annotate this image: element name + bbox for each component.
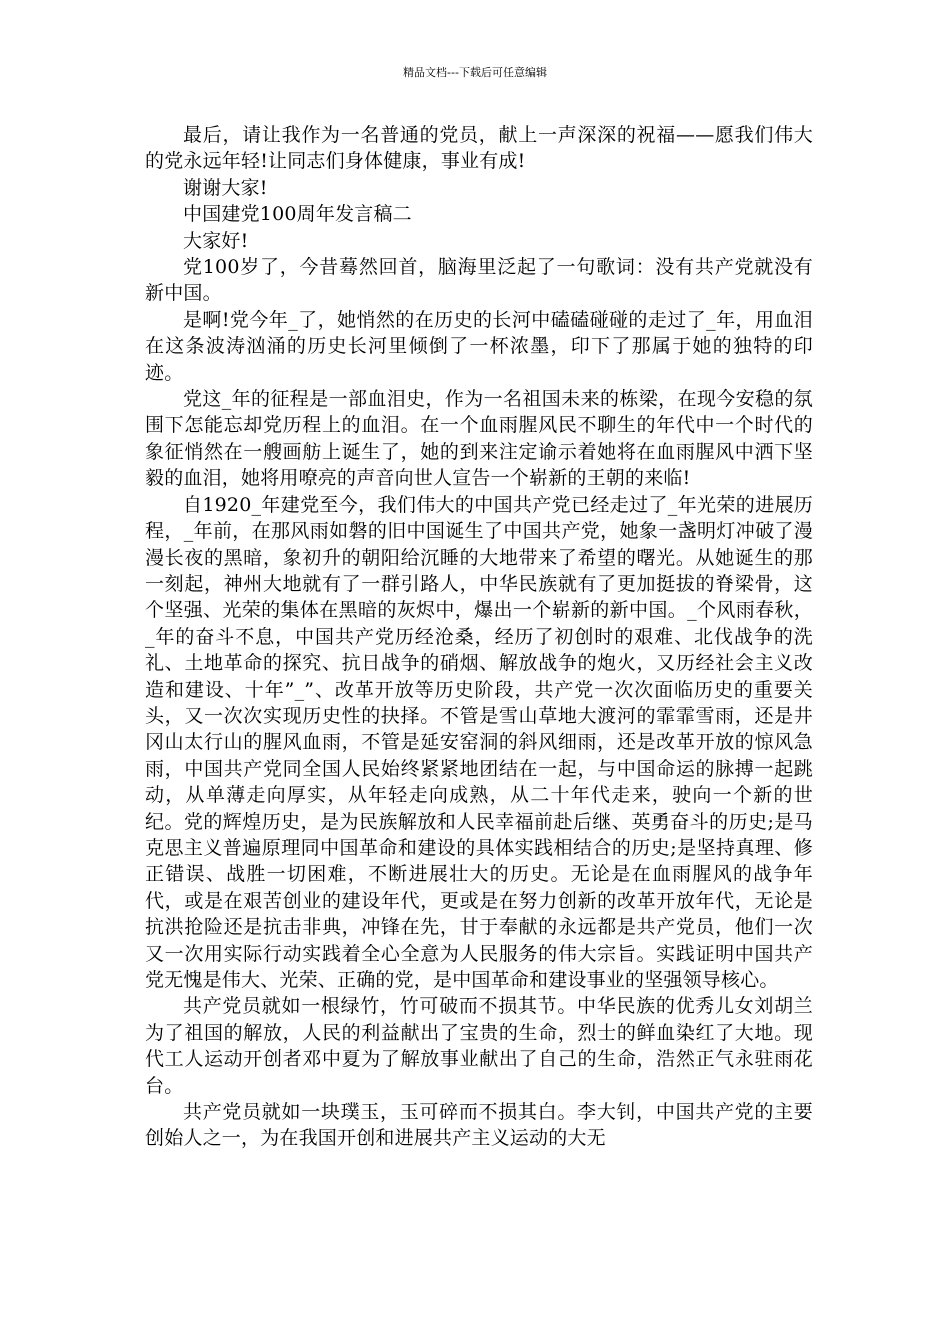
paragraph: 最后，请让我作为一名普通的党员，献上一声深深的祝福——愿我们伟大的党永远年轻!让同志们身体健康，事业有成! <box>145 124 813 173</box>
paragraph-heading: 中国建党100周年发言稿二 <box>183 203 412 226</box>
paragraph: 是啊!党今年_了，她悄然的在历史的长河中磕磕碰碰的走过了_年，用血泪在这条波涛汹涌的历史长河里倾倒了一杯浓墨，印下了那属于她的独特的印迹。 <box>145 308 813 384</box>
paragraph: 党100岁了，今昔蓦然回首，脑海里泛起了一句歌词：没有共产党就没有新中国。 <box>145 256 813 305</box>
paragraph: 共产党员就如一块璞玉，玉可碎而不损其白。李大钊，中国共产党的主要创始人之一，为在我国开创和进展共产主义运动的大无 <box>145 1101 813 1150</box>
paragraph: 谢谢大家! <box>183 176 268 199</box>
paragraph: 党这_年的征程是一部血泪史，作为一名祖国未来的栋梁，在现今安稳的氛围下怎能忘却党历程上的血泪。在一个血雨腥风民不聊生的年代中一个时代的象征悄然在一艘画舫上诞生了，她的到来注定谕示着她将在血雨腥风中洒下坚毅的血泪，她将用嘹亮的声音向世人宣告一个崭新的王朝的来临! <box>145 388 813 490</box>
paragraph: 自1920_年建党至今，我们伟大的中国共产党已经走过了_年光荣的进展历程，_年前，在那风雨如磐的旧中国诞生了中国共产党，她象一盏明灯冲破了漫漫长夜的黑暗，象初升的朝阳给沉睡的大地带来了希望的曙光。从她诞生的那一刻起，神州大地就有了一群引路人，中华民族就有了更加挺拔的脊梁骨，这个坚强、光荣的集体在黑暗的灰烬中，爆出一个崭新的新中国。_个风雨春秋，_年的奋斗不息，中国共产党历经沧桑，经历了初创时的艰难、北伐战争的洗礼、土地革命的探究、抗日战争的硝烟、解放战争的炮火，又历经社会主义改造和建设、十年”_”、改革开放等历史阶段，共产党一次次面临历史的重要关头，又一次次实现历史性的抉择。不管是雪山草地大渡河的霏霏雪雨，还是井冈山太行山的腥风血雨，不管是延安窑洞的斜风细雨，还是改革开放的惊风急雨，中国共产党同全国人民始终紧紧地团结在一起，与中国命运的脉搏一起跳动，从单薄走向厚实，从年轻走向成熟，从二十年代走来，驶向一个新的世纪。党的辉煌历史，是为民族解放和人民幸福前赴后继、英勇奋斗的历史;是马克思主义普遍原理同中国革命和建设的具体实践相结合的历史;是坚持真理、修正错误、战胜一切困难，不断进展壮大的历史。无论是在血雨腥风的战争年代，或是在艰苦创业的建设年代，更或是在努力创新的改革开放年代，无论是抗洪抢险还是抗击非典，冲锋在先，甘于奉献的永远都是共产党员，他们一次又一次用实际行动实践着全心全意为人民服务的伟大宗旨。实践证明中国共产党无愧是伟大、光荣、正确的党，是中国革命和建设事业的坚强领导核心。 <box>145 493 813 991</box>
paragraph: 共产党员就如一根绿竹，竹可破而不损其节。中华民族的优秀儿女刘胡兰为了祖国的解放，人民的利益献出了宝贵的生命，烈士的鲜血染红了大地。现代工人运动开创者邓中夏为了解放事业献出了自己的生命，浩然正气永驻雨花台。 <box>145 995 813 1097</box>
paragraph: 大家好! <box>183 229 249 252</box>
document-body <box>145 122 813 1152</box>
page-header: 精品文档---下载后可任意编辑 <box>403 66 547 79</box>
